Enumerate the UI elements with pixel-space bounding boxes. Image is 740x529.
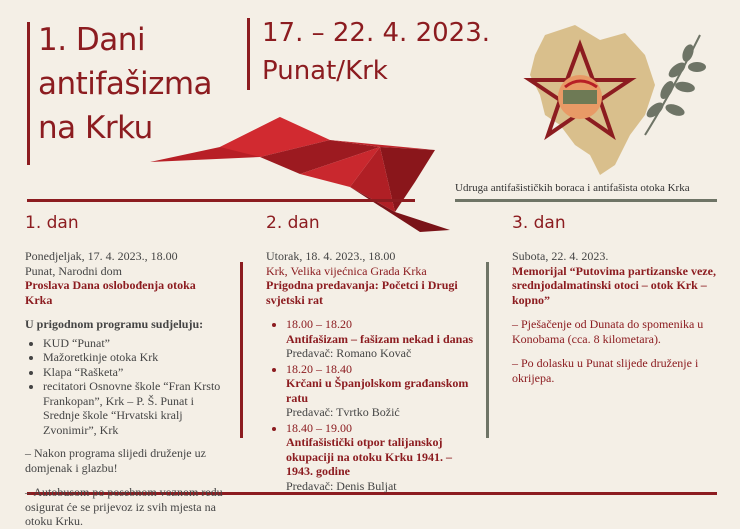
event-dates <box>262 14 490 90</box>
participants-list <box>25 336 225 438</box>
day1-column <box>25 249 225 529</box>
day2-column <box>266 249 481 494</box>
title-line-2: antifašizma <box>38 66 213 102</box>
talk-time: • 18.40 – 19.00 <box>286 420 352 435</box>
day2-date: Utorak, 18. 4. 2023., 18.00 <box>266 249 396 263</box>
island-map-icon <box>505 15 715 185</box>
day3-heading: 3. dan <box>512 213 566 233</box>
day3-bar <box>486 262 489 438</box>
list-item: • Mažoretkinje otoka Krk <box>43 350 225 365</box>
list-item <box>286 421 481 494</box>
day1-event: Proslava Dana oslobođenja otoka Krka <box>25 278 196 307</box>
day1-note2: – Autobusom po posebnom voznom redu osigurat će se prijevoz iz svih mjesta na otoku Krku. <box>25 485 223 528</box>
day2-venue: Krk, Velika vijećnica Grada Krka <box>266 263 427 278</box>
day3-note2: – Po dolasku u Punat slijede druženje i okrijepa. <box>512 356 699 385</box>
day1-heading: 1. dan <box>25 213 79 233</box>
talk-time: • 18.00 – 18.20 <box>286 317 352 331</box>
day3-note1: – Pješačenje od Dunata do spomenika u Konobama (cca. 8 kilometara). <box>512 317 704 346</box>
talk-time: • 18.20 – 18.40 <box>286 361 352 376</box>
day2-bar <box>240 262 243 438</box>
talk-speaker: Predavač: Romano Kovač <box>286 346 412 360</box>
talks-list <box>266 317 481 493</box>
rule-grey <box>455 199 717 202</box>
talk-title: Antifašizam – fašizam nekad i danas <box>286 331 474 346</box>
talk-title: Antifašistički otpor talijanskoj okupaciji na otoku Krku 1941. – 1943. godine <box>286 435 453 478</box>
day3-column <box>512 249 717 385</box>
rule-red <box>27 199 415 202</box>
day3-event: Memorijal “Putovima partizanske veze, srednjodalmatinski otoci – otok Krk – kopno” <box>512 263 716 307</box>
title-bar <box>27 22 30 165</box>
list-item: • recitatori Osnovne škole “Fran Krsto Frankopan”, Krk – P. Š. Punat i Srednje škole “Hrvatski kralj Zvonimir”, Krk <box>43 379 225 437</box>
day1-note1: – Nakon programa slijedi druženje uz domjenak i glazbu! <box>25 446 206 475</box>
day1-date: Ponedjeljak, 17. 4. 2023., 18.00 <box>25 249 178 263</box>
day1-venue: Punat, Narodni dom <box>25 263 122 278</box>
day2-event: Prigodna predavanja: Početci i Drugi svjetski rat <box>266 278 458 307</box>
title-line-1: 1. Dani <box>38 22 146 58</box>
talk-speaker: Predavač: Tvrtko Božić <box>286 405 400 419</box>
day1-program-intro: U prigodnom programu sudjeluju: <box>25 317 204 331</box>
day2-heading: 2. dan <box>266 213 320 233</box>
event-place: Punat/Krk <box>262 56 388 86</box>
day3-date: Subota, 22. 4. 2023. <box>512 249 609 263</box>
list-item <box>286 362 481 420</box>
list-item: • KUD “Punat” <box>43 336 225 351</box>
talk-title: Krčani u Španjolskom građanskom ratu <box>286 376 469 405</box>
talk-speaker: Predavač: Denis Buljat <box>286 478 397 493</box>
list-item: • Klapa “Rašketa” <box>43 365 225 380</box>
list-item <box>286 317 481 361</box>
date-range: 17. – 22. 4. 2023. <box>262 18 490 48</box>
title-line-3: na Krku <box>38 110 153 146</box>
dates-bar <box>247 18 250 90</box>
organizer-name: Udruga antifašističkih boraca i antifašista otoka Krka <box>455 182 690 194</box>
